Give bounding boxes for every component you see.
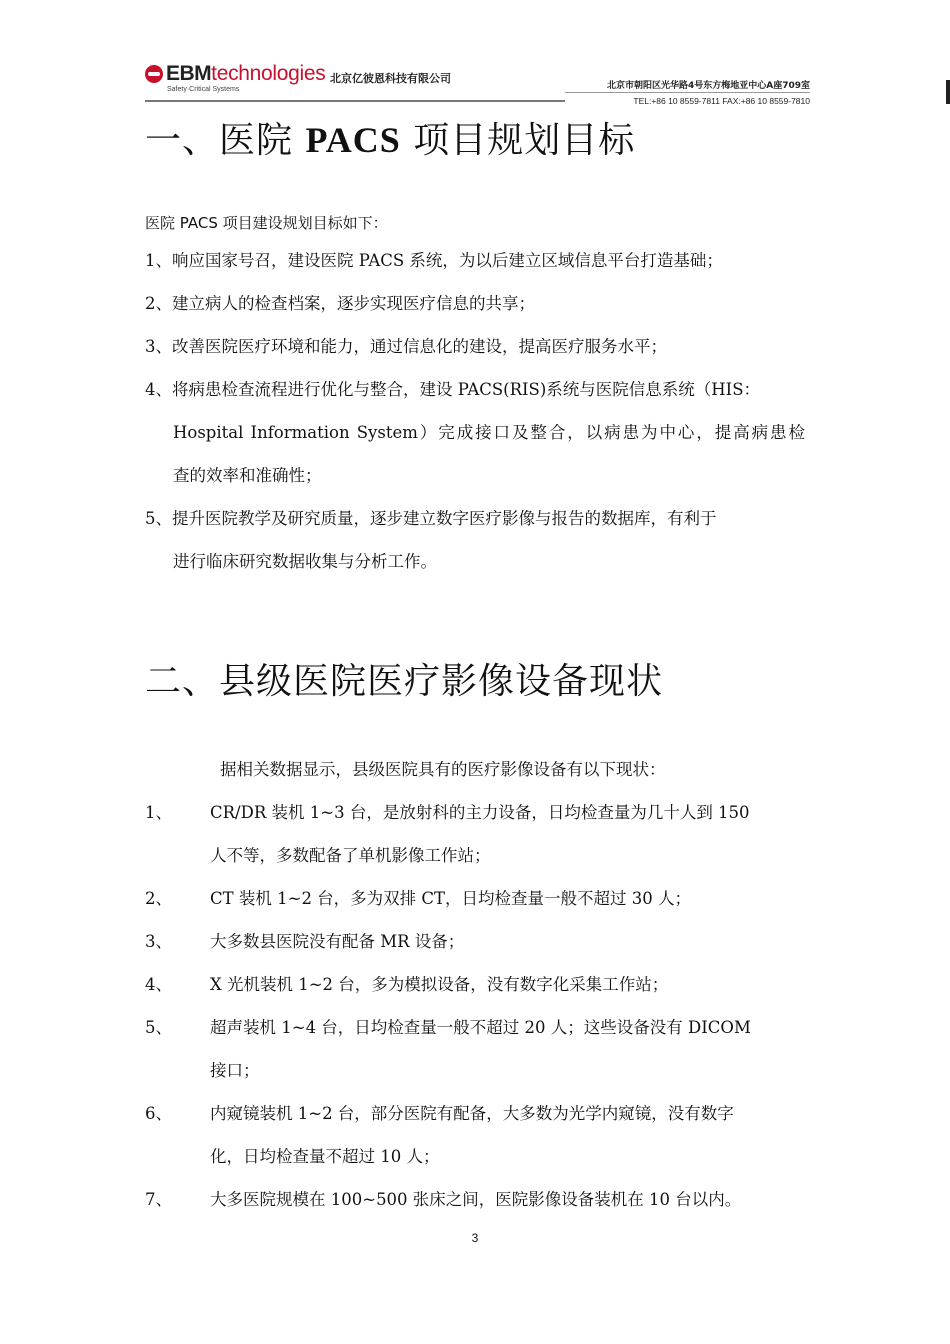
list-number: 2、 (145, 889, 172, 908)
section1-item-4-cont2: 查的效率和准确性； (173, 466, 322, 485)
section1-item-5-cont: 进行临床研究数据收集与分析工作。 (173, 552, 437, 571)
section1-title-bold: PACS (305, 120, 401, 160)
section1-title-prefix: 一、医院 (145, 120, 306, 161)
section2-line-3: 大多数县医院没有配备 MR 设备； (210, 932, 465, 951)
header-divider-right (565, 92, 810, 93)
logo-mark-icon (145, 65, 163, 83)
section2-title: 二、县级医院医疗影像设备现状 (145, 661, 664, 702)
text-cursor (946, 80, 950, 104)
list-number: 4、 (145, 975, 172, 994)
list-number: 7、 (145, 1190, 172, 1209)
section1-item-5: 5、提升医院教学及研究质量，逐步建立数字医疗影像与报告的数据库，有利于 (145, 509, 717, 528)
section1-item-2: 2、建立病人的检查档案，逐步实现医疗信息的共享； (145, 294, 535, 313)
section2-line-7: 大多医院规模在 100~500 张床之间，医院影像设备装机在 10 台以内。 (210, 1190, 742, 1209)
section1-title-suffix: 项目规划目标 (400, 120, 636, 161)
section2-intro: 据相关数据显示，县级医院具有的医疗影像设备有以下现状： (220, 760, 666, 779)
company-address: 北京市朝阳区光华路4号东方梅地亚中心A座709室 (606, 81, 810, 91)
section2-line-5: 超声装机 1~4 台，日均检查量一般不超过 20 人；这些设备没有 DICOM (210, 1018, 751, 1037)
logo-tagline: Safety·Critical Systems (167, 86, 240, 93)
section2-line-1-cont: 人不等，多数配备了单机影像工作站； (210, 846, 491, 865)
letterhead (145, 62, 810, 106)
section2-line-6-cont: 化，日均检查量不超过 10 人； (210, 1147, 440, 1166)
section1-title (145, 112, 635, 163)
section1-item-1: 1、响应国家号召，建设医院 PACS 系统，为以后建立区域信息平台打造基础； (145, 251, 723, 270)
list-number: 6、 (145, 1104, 172, 1123)
section1-item-3: 3、改善医院医疗环境和能力，通过信息化的建设，提高医疗服务水平； (145, 337, 667, 356)
logo-ebm-text: EBM (166, 62, 212, 85)
page-number: 3 (471, 1231, 479, 1245)
header-divider (145, 100, 565, 102)
section1-item-4-cont: Hospital Information System）完成接口及整合，以病患为中心，提高病患检 (173, 423, 805, 442)
section2-line-4: X 光机装机 1~2 台，多为模拟设备，没有数字化采集工作站； (210, 975, 669, 994)
section2-line-2: CT 装机 1~2 台，多为双排 CT，日均检查量一般不超过 30 人； (210, 889, 692, 908)
company-name: 北京亿彼恩科技有限公司 (330, 72, 451, 85)
list-number: 3、 (145, 932, 172, 951)
section1-intro: 医院 PACS 项目建设规划目标如下： (145, 214, 388, 232)
list-number: 1、 (145, 803, 172, 822)
logo-tech-text: technologies (211, 62, 326, 85)
section2-line-5-cont: 接口； (210, 1061, 260, 1080)
section2-line-1: CR/DR 装机 1~3 台，是放射科的主力设备，日均检查量为几十人到 150 (210, 803, 750, 822)
section2-line-6: 内窥镜装机 1~2 台，部分医院有配备，大多数为光学内窥镜，没有数字 (210, 1104, 734, 1123)
company-phone-fax: TEL:+86 10 8559-7811 FAX:+86 10 8559-7810 (633, 96, 810, 106)
list-number: 5、 (145, 1018, 172, 1037)
company-logo (145, 62, 326, 86)
section1-item-4: 4、将病患检查流程进行优化与整合，建设 PACS(RIS)系统与医院信息系统（HIS： (145, 380, 761, 399)
